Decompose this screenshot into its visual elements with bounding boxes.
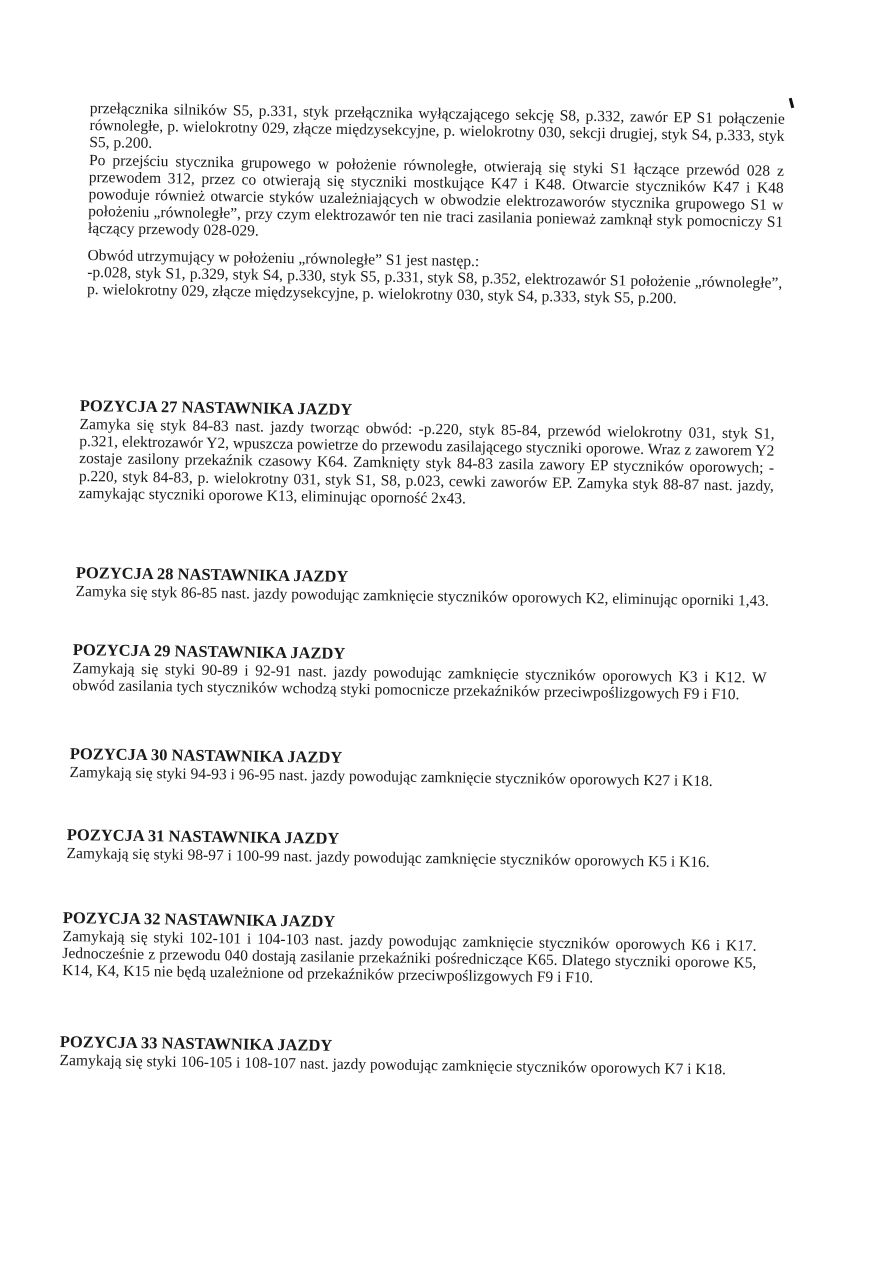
section-heading: POZYCJA 31 NASTAWNIKA JAZDY [66,825,340,848]
section-text: Zamykają się styki 90-89 i 92-91 nast. jazdy powodując zamknięcie styczników oporowych K3 i K12. W obwód zasilania tych styczników wchodzą styki pomocnicze przekaźników przeciwpoślizgowych F9 i F10. [72,659,767,704]
section-text: Zamykają się styki 98-97 i 100-99 nast. jazdy powodując zamknięcie styczników oporowych K5 i K16. [66,844,710,871]
section-position-28 [75,563,769,610]
intro-paragraph-1: przełącznika silników S5, p.331, styk przełącznika wyłączającego sekcję S8, p.332, zawór EP S1 połączenie równoległe, p. wielokrotny 029, złącze międzysekcyjne, p. wielokrotny 030, sekcji drugiej, styk S4, p.333, styk S5, p.200. [89,100,785,153]
margin-mark [789,98,794,108]
section-heading: POZYCJA 32 NASTAWNIKA JAZDY [62,908,336,931]
section-position-30 [69,744,763,791]
section-text: Zamykają się styki 106-105 i 108-107 nast. jazdy powodując zamknięcie styczników oporowych K7 i K18. [59,1051,727,1079]
section-position-27 [79,396,775,512]
intro-block [87,100,785,309]
section-heading: POZYCJA 27 NASTAWNIKA JAZDY [79,396,353,419]
section-text: Zamykają się styki 102-101 i 104-103 nast. jazdy powodując zamknięcie styczników oporowych K6 i K17. Jednocześnie z przewodu 040 dostają zasilanie przekaźniki pośredniczące K65. Dlatego styczniki oporowe K5, K14, K4, K15 nie będą uzależnione od przekaźników przeciwpoślizgowych F9 i F10. [62,927,757,987]
section-heading: POZYCJA 29 NASTAWNIKA JAZDY [72,640,346,663]
section-heading: POZYCJA 28 NASTAWNIKA JAZDY [75,563,349,586]
section-position-29 [72,640,767,704]
section-position-31 [66,825,760,872]
section-heading: POZYCJA 33 NASTAWNIKA JAZDY [59,1032,333,1055]
section-text: Zamykają się styki 94-93 i 96-95 nast. jazdy powodując zamknięcie styczników oporowych K27 i K18. [69,763,713,790]
section-position-33 [59,1032,753,1079]
section-text: Zamyka się styk 86-85 nast. jazdy powodując zamknięcie styczników oporowych K2, eliminując oporniki 1,43. [75,582,770,610]
section-text: Zamyka się styk 84-83 nast. jazdy tworząc obwód: -p.220, styk 85-84, przewód wielokrotny 031, styk S1, p.321, elektrozawór Y2, wpuszcza powietrze do przewodu zasilającego styczniki oporowe. Wraz z zaworem Y2 zostaje zasilony przekaźnik czasowy K64. Zamknięty styk 84-83 zasila zawory EP styczników oporowych; -p.220, styk 84-83, p. wielokrotny 031, styk S1, S8, p.023, cewki zaworów EP. Zamyka styk 88-87 nast. jazdy, zamykając styczniki oporowe K13, eliminując oporność 2x43. [78,415,775,508]
intro-paragraph-4: -p.028, styk S1, p.329, styk S4, p.330, styk S5, p.331, styk S8, p.352, elektrozawór S1 położenie „równoległe”, p. wielokrotny 029, złącze międzysekcyjne, p. wielokrotny 030, styk S4, p.333, styk S5, p.200. [86,263,783,308]
intro-paragraph-2: Po przejściu stycznika grupowego w położenie równoległe, otwierają się styki S1 łączące przewód 028 z przewodem 312, przez co otwierają się styczniki mostkujące K47 i K48. Otwarcie styczników K47 i K48 powoduje również otwarcie styków uzależniających w obwodzie elektrozaworów stycznika grupowego S1 w położeniu „równoległe”, przy czym elektrozawór ten nie traci zasilania ponieważ zamknął styk pomocniczy S1 łączący przewody 028-029. [87,151,785,241]
section-position-32 [62,908,757,989]
intro-paragraph-3: Obwód utrzymujący w położeniu „równoległe” S1 jest następ.: [87,246,480,270]
section-heading: POZYCJA 30 NASTAWNIKA JAZDY [69,744,343,767]
